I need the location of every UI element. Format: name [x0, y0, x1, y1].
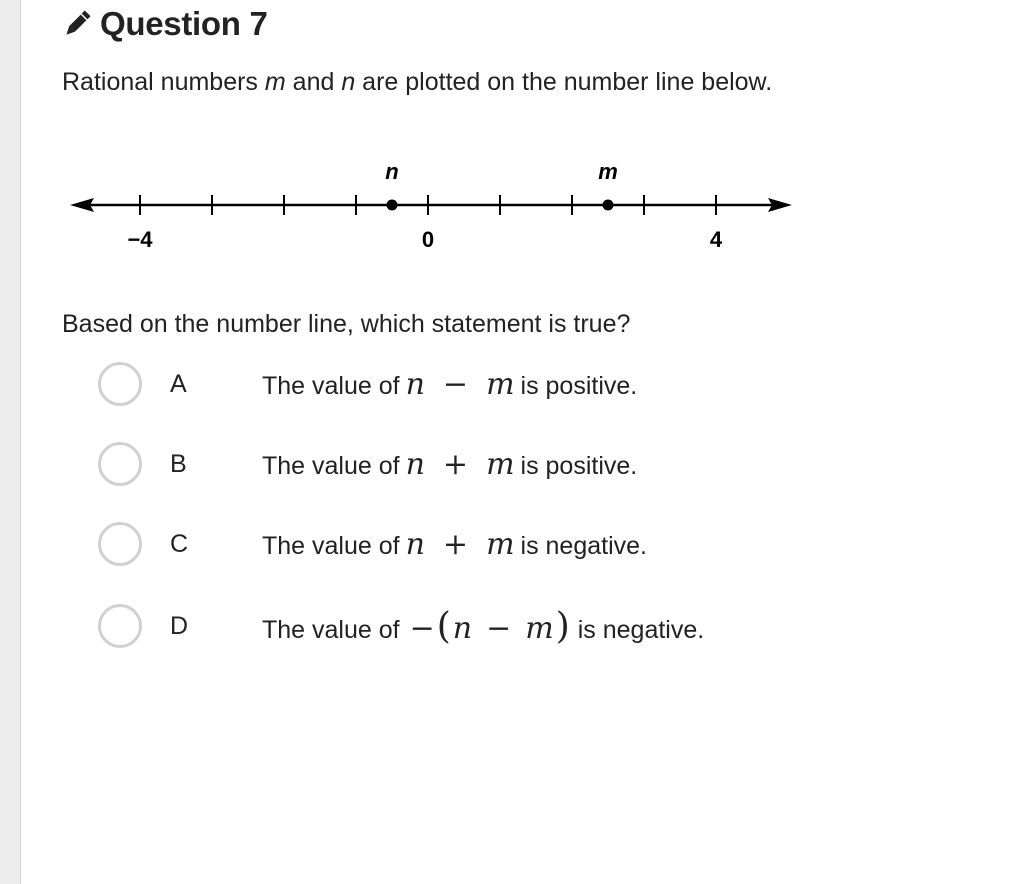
- tick-label: −4: [127, 227, 153, 252]
- point-label-n: n: [385, 159, 399, 184]
- choice-statement: [262, 367, 637, 402]
- tick-label: 4: [709, 227, 723, 252]
- statement-suffix: is negative.: [520, 531, 647, 560]
- math-var: n: [405, 526, 425, 562]
- radio-button-a[interactable]: [98, 362, 142, 406]
- math-paren-close: ): [555, 605, 570, 647]
- statement-suffix: is positive.: [520, 451, 638, 480]
- choice-letter: D: [170, 611, 189, 640]
- choice-letter: B: [170, 449, 187, 478]
- prompt-text-1: Rational numbers: [62, 68, 265, 96]
- math-operator: +: [442, 446, 469, 482]
- pencil-icon: [60, 7, 94, 41]
- point-label-m: m: [598, 159, 618, 184]
- prompt-var-n: n: [341, 68, 356, 96]
- statement-prefix: The value of: [262, 615, 400, 644]
- choice-letter: C: [170, 529, 189, 558]
- math-var: n: [405, 366, 425, 402]
- question-prompt: [62, 68, 772, 97]
- question-header: [60, 4, 268, 44]
- statement-prefix: The value of: [262, 451, 400, 480]
- statement-suffix: is positive.: [520, 371, 638, 400]
- math-var: m: [486, 526, 515, 562]
- choice-statement: [262, 527, 647, 562]
- math-var: m: [486, 446, 515, 482]
- point-n: [387, 200, 398, 211]
- choice-statement: [262, 447, 637, 482]
- math-paren-open: (: [436, 605, 451, 647]
- number-line-figure: [62, 150, 802, 260]
- math-var: m: [486, 366, 515, 402]
- radio-button-d[interactable]: [98, 604, 142, 648]
- math-operator: +: [442, 526, 469, 562]
- question-stem: Based on the number line, which statement is true?: [62, 310, 631, 338]
- math-operator: −: [442, 366, 469, 402]
- prompt-text-3: are plotted on the number line below.: [355, 68, 773, 96]
- radio-button-b[interactable]: [98, 442, 142, 486]
- math-var: n: [405, 446, 425, 482]
- tick-label: 0: [421, 227, 435, 252]
- math-operator: −: [409, 610, 435, 646]
- prompt-var-m: m: [264, 68, 286, 96]
- statement-prefix: The value of: [262, 531, 400, 560]
- statement-prefix: The value of: [262, 371, 400, 400]
- page-title: Question 7: [100, 5, 268, 42]
- statement-suffix: is negative.: [577, 615, 705, 644]
- choice-d[interactable]: [98, 600, 858, 652]
- math-var: n: [452, 610, 473, 646]
- math-operator: −: [486, 610, 512, 646]
- prompt-text-2: and: [285, 68, 342, 96]
- radio-button-c[interactable]: [98, 522, 142, 566]
- choice-c[interactable]: [98, 518, 858, 570]
- math-var: m: [525, 610, 554, 646]
- point-m: [603, 200, 614, 211]
- left-rail: [0, 0, 21, 884]
- choice-statement: [262, 606, 704, 647]
- choice-letter: A: [170, 369, 187, 398]
- choice-a[interactable]: [98, 358, 858, 410]
- choice-b[interactable]: [98, 438, 858, 490]
